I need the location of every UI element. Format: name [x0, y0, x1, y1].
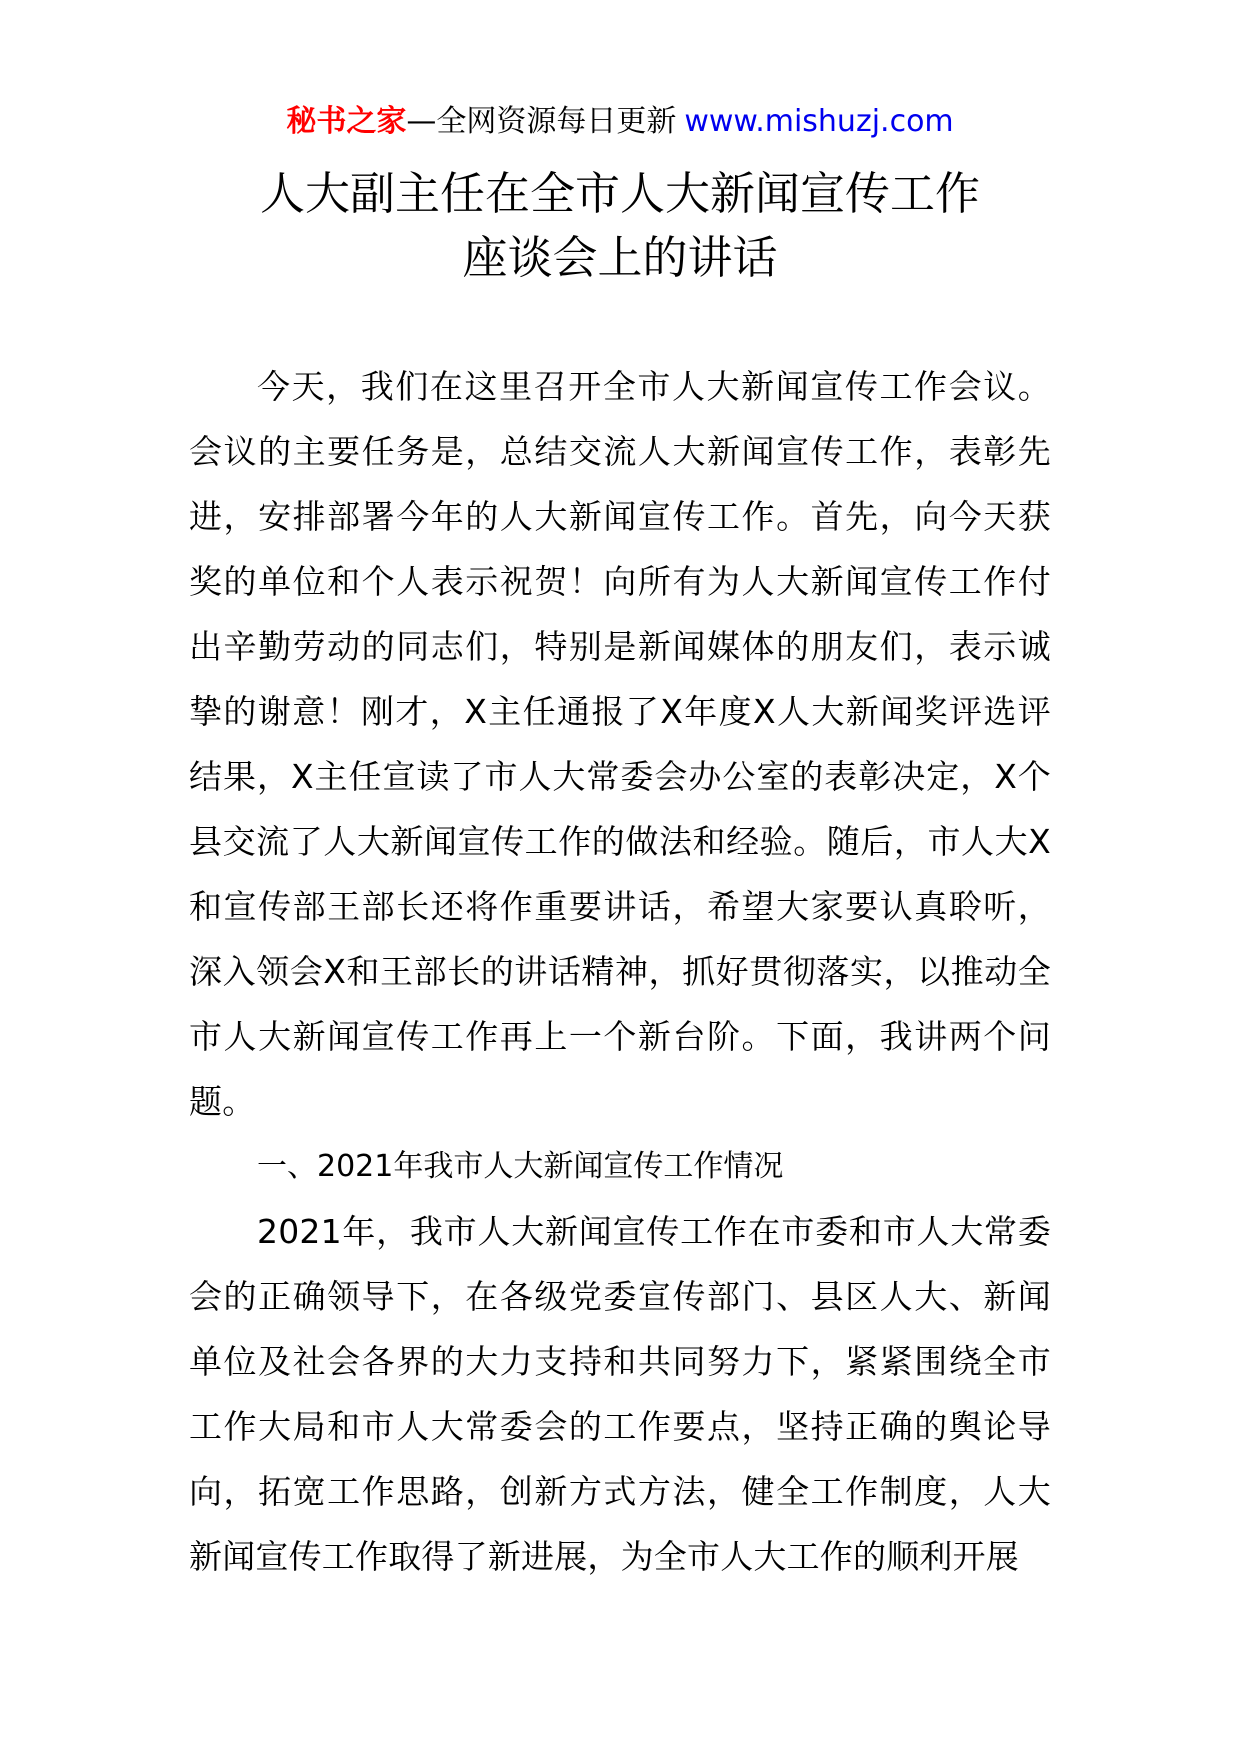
- title-line-2: 座谈会上的讲话: [462, 231, 778, 284]
- site-url-link[interactable]: www.mishuzj.com: [684, 104, 954, 139]
- brand-name: 秘书之家: [286, 104, 407, 139]
- header-tagline: —全网资源每日更新: [406, 104, 677, 139]
- document-body: [189, 354, 1051, 1589]
- section-heading: 一、2021年我市人大新闻宣传工作情况: [257, 1149, 784, 1184]
- body-paragraph-1: 今天，我们在这里召开全市人大新闻宣传工作会议。会议的主要任务是，总结交流人大新闻宣传工作，表彰先进，安排部署今年的人大新闻宣传工作。首先，向今天获奖的单位和个人表示祝贺！向所有为人大新闻宣传工作付出辛勤劳动的同志们，特别是新闻媒体的朋友们，表示诚挚的谢意！刚才，X主任通报了X年度X人大新闻奖评选评结果，X主任宣读了市人大常委会办公室的表彰决定，X个县交流了人大新闻宣传工作的做法和经验。随后，市人大X和宣传部王部长还将作重要讲话，希望大家要认真聆听，深入领会X和王部长的讲话精神，抓好贯彻落实，以推动全市人大新闻宣传工作再上一个新台阶。下面，我讲两个问题。: [189, 367, 1051, 1121]
- site-header: [0, 100, 1240, 144]
- body-paragraph-2: 2021年，我市人大新闻宣传工作在市委和市人大常委会的正确领导下，在各级党委宣传部门、县区人大、新闻单位及社会各界的大力支持和共同努力下，紧紧围绕全市工作大局和市人大常委会的工作要点，坚持正确的舆论导向，拓宽工作思路，创新方式方法，健全工作制度，人大新闻宣传工作取得了新进展，为全市人大工作的顺利开展: [189, 1212, 1051, 1576]
- document-title: [0, 162, 1240, 290]
- title-line-1: 人大副主任在全市人大新闻宣传工作: [259, 167, 980, 220]
